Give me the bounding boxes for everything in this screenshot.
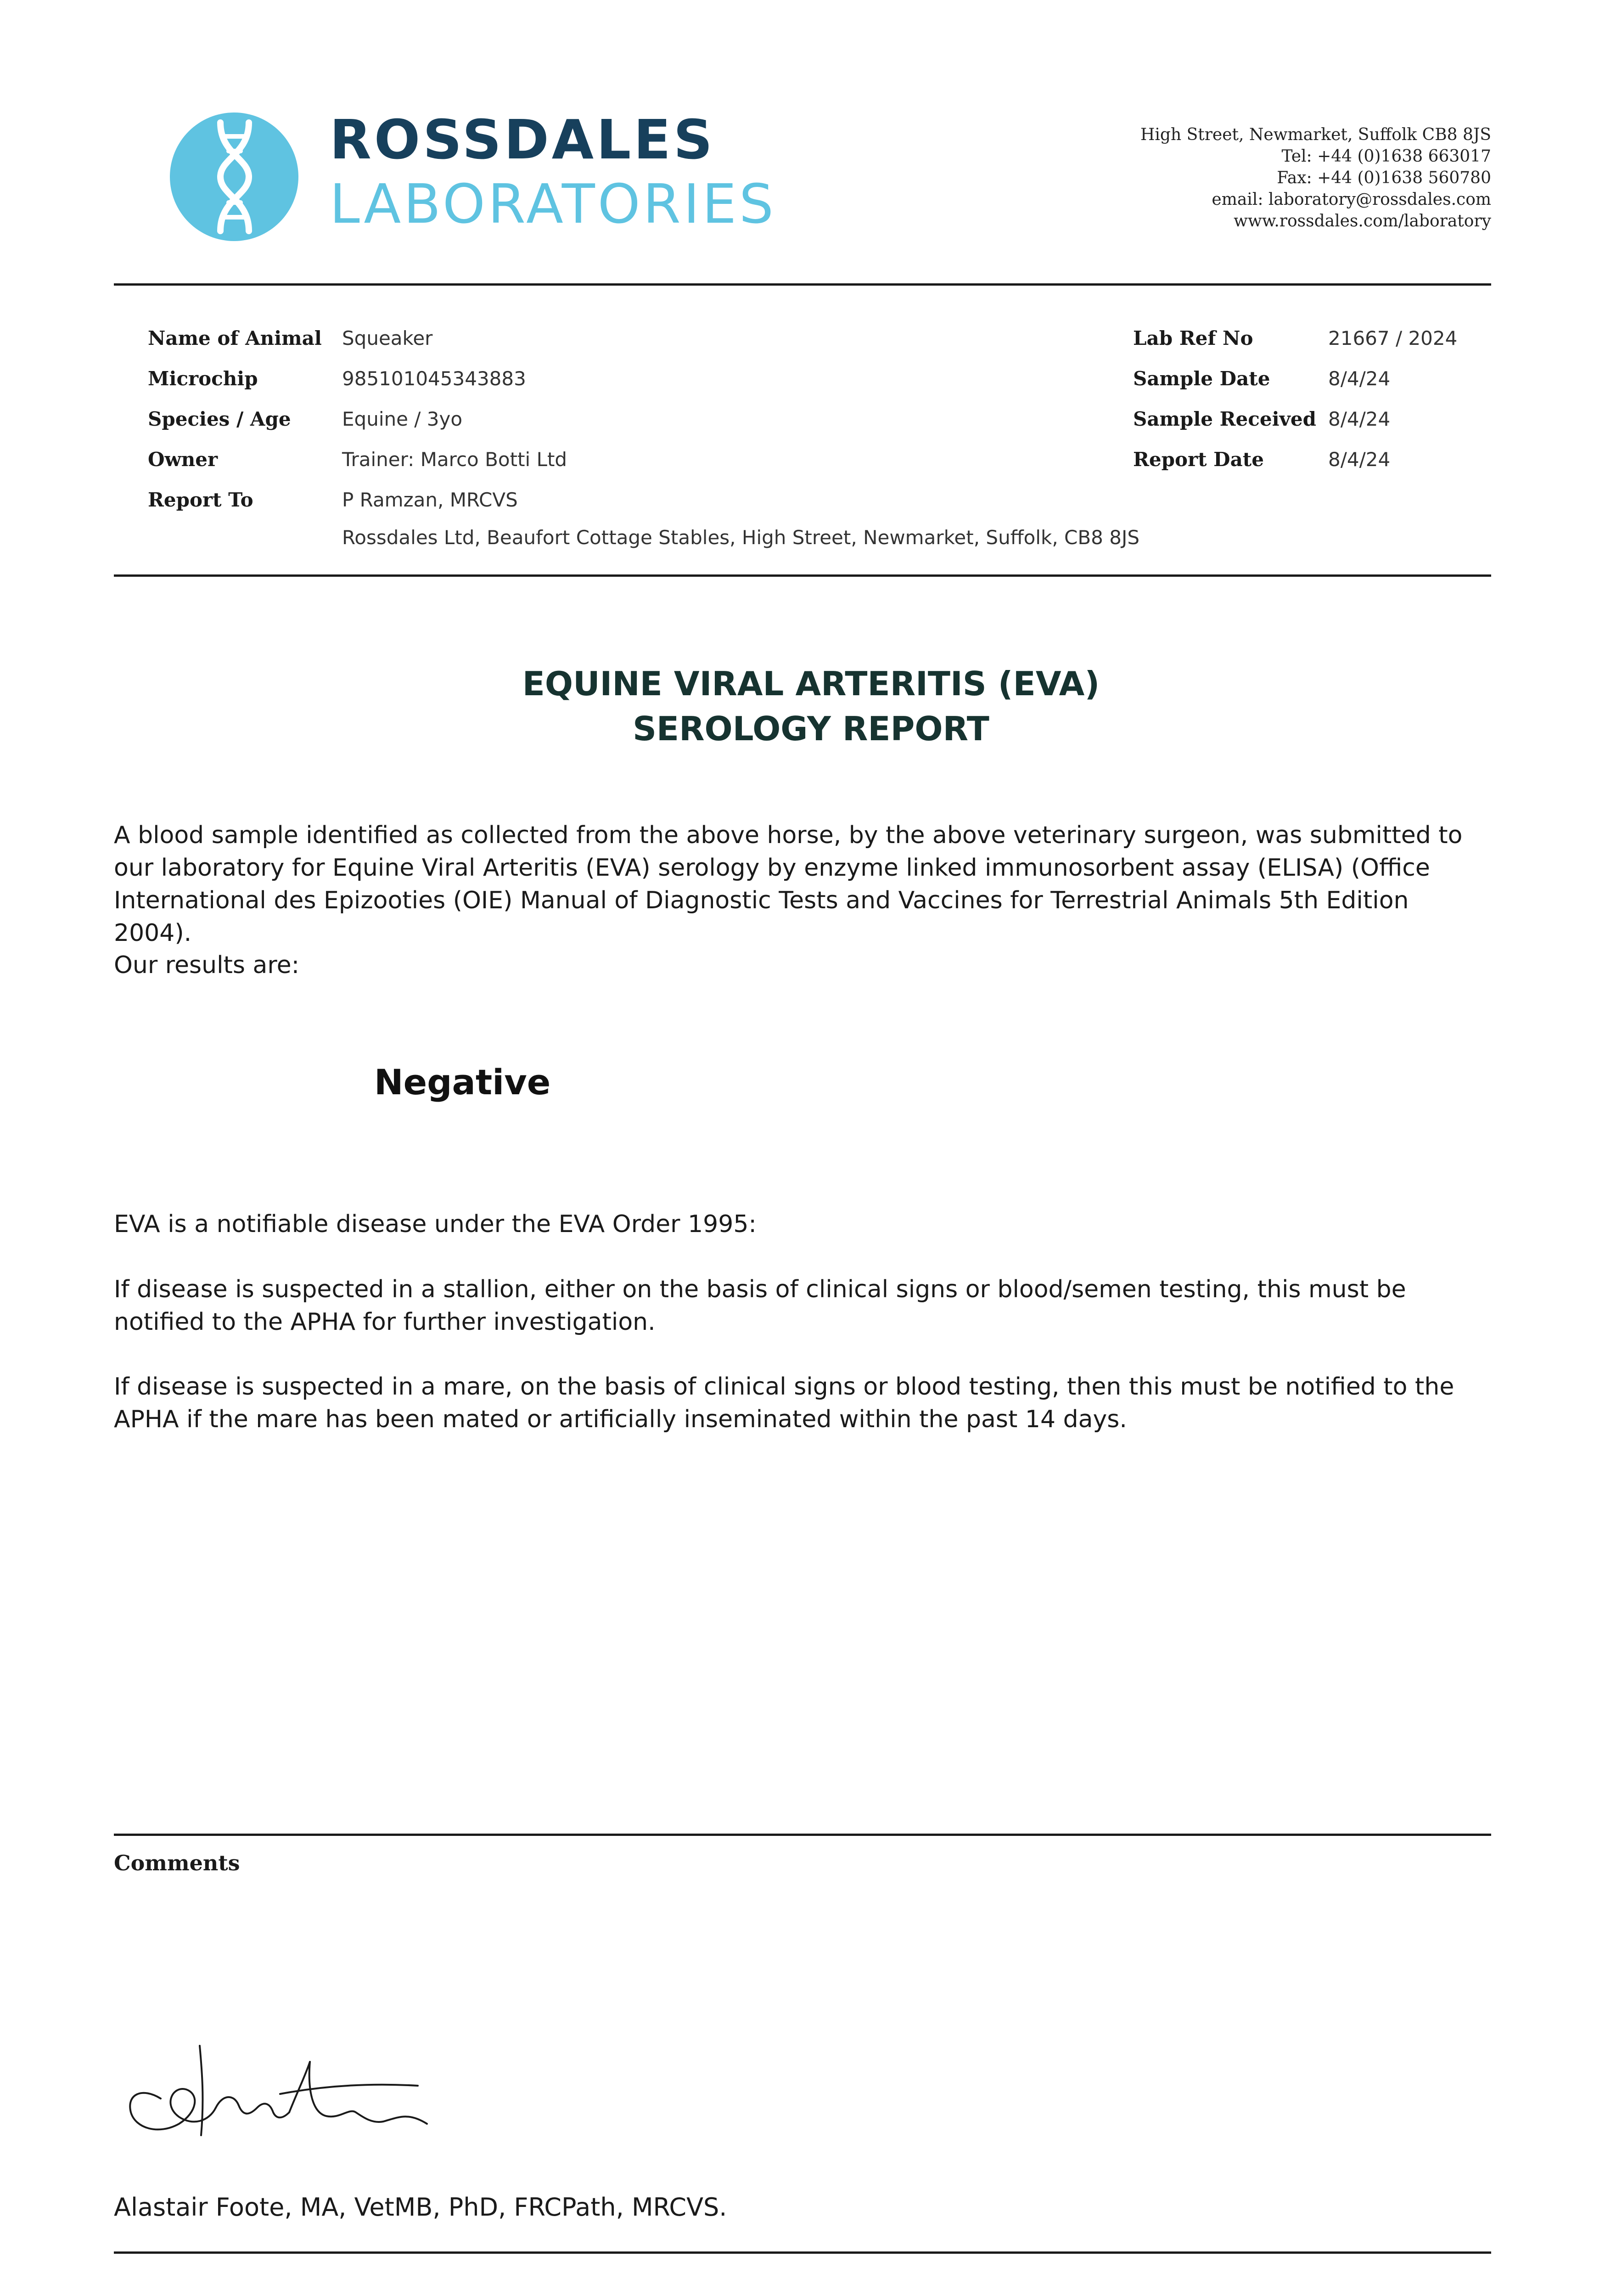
signature <box>124 2043 473 2154</box>
contact-fax: Fax: +44 (0)1638 560780 <box>1277 169 1491 187</box>
brand-name-line2: LABORATORIES <box>330 172 776 236</box>
report-date-value: 8/4/24 <box>1328 448 1391 471</box>
stallion-note: If disease is suspected in a stallion, either on the basis of clinical signs or blood/semen testing, this must be notified to the APHA for further investigation. <box>114 1276 1406 1336</box>
animal-name-value: Squeaker <box>342 327 433 349</box>
signer-name: Alastair Foote, MA, VetMB, PhD, FRCPath, MRCVS. <box>114 2193 727 2222</box>
detail-label: Sample Date <box>1133 367 1270 390</box>
report-title <box>0 661 1622 751</box>
sample-date-value: 8/4/24 <box>1328 367 1391 390</box>
microchip-value: 985101045343883 <box>342 367 526 390</box>
detail-label: Microchip <box>148 367 258 390</box>
result-value: Negative <box>374 1062 551 1103</box>
contact-tel: Tel: +44 (0)1638 663017 <box>1281 147 1491 166</box>
sample-received-value: 8/4/24 <box>1328 408 1391 430</box>
report-title-line1: EQUINE VIRAL ARTERITIS (EVA) <box>522 664 1100 703</box>
detail-label: Species / Age <box>148 408 291 430</box>
contact-block <box>1140 124 1491 232</box>
intro-paragraph: A blood sample identified as collected from the above horse, by the above veterinary surgeon, was submitted to our laboratory for Equine Viral Arteritis (EVA) serology by enzyme linked immunosorbent assay (ELISA) (Office International des Epizooties (OIE) Manual of Diagnostic Tests and Vaccines for Terrestrial Animals 5th Edition 2004). <box>114 822 1463 947</box>
lab-ref-value: 21667 / 2024 <box>1328 327 1458 349</box>
contact-address: High Street, Newmarket, Suffolk CB8 8JS <box>1140 125 1491 144</box>
mare-note: If disease is suspected in a mare, on the basis of clinical signs or blood testing, then this must be notified to the APHA if the mare has been mated or artificially inseminated within the past 14 days. <box>114 1373 1454 1433</box>
report-to-value: P Ramzan, MRCVS <box>342 489 518 511</box>
details-divider <box>114 574 1491 577</box>
header-divider <box>114 283 1491 286</box>
contact-email: email: laboratory@rossdales.com <box>1212 190 1491 209</box>
report-to-address: Rossdales Ltd, Beaufort Cottage Stables, High Street, Newmarket, Suffolk, CB8 8JS <box>342 526 1140 549</box>
species-age-value: Equine / 3yo <box>342 408 463 430</box>
dna-helix-icon <box>170 113 298 241</box>
comments-label: Comments <box>114 1851 240 1875</box>
contact-website: www.rossdales.com/laboratory <box>1234 212 1491 231</box>
detail-label: Owner <box>148 448 218 471</box>
detail-label: Report To <box>148 489 253 511</box>
detail-label: Sample Received <box>1133 408 1317 430</box>
brand-name-line1: ROSSDALES <box>330 108 715 171</box>
detail-label: Name of Animal <box>148 327 322 349</box>
detail-label: Lab Ref No <box>1133 327 1253 349</box>
comments-divider <box>114 1834 1491 1836</box>
results-intro: Our results are: <box>114 951 300 979</box>
detail-label: Report Date <box>1133 448 1264 471</box>
owner-value: Trainer: Marco Botti Ltd <box>342 448 567 471</box>
footer-divider <box>114 2251 1491 2254</box>
notifiable-notice: EVA is a notifiable disease under the EVA Order 1995: <box>114 1210 757 1238</box>
report-title-line2: SEROLOGY REPORT <box>633 709 989 748</box>
